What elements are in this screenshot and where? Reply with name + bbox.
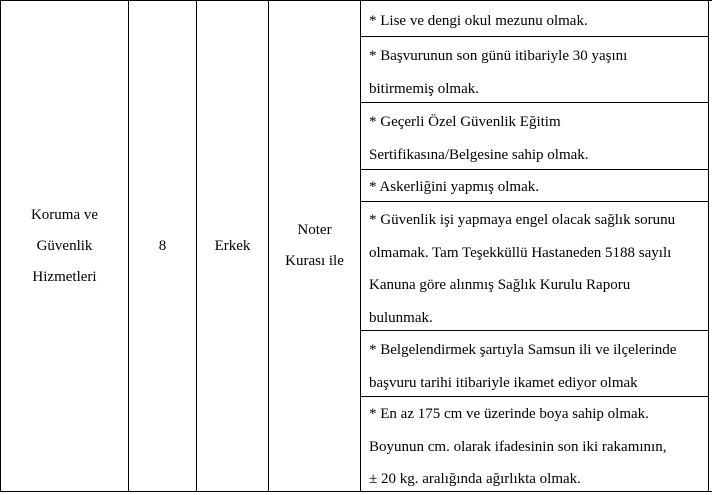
requirement-text-line: * Geçerli Özel Güvenlik Eğitim xyxy=(369,114,561,130)
requirement-text-line: ± 20 kg. aralığında ağırlıkta olmak. xyxy=(369,471,581,487)
selection-method-line: Kurası ile xyxy=(285,253,344,269)
requirement-item xyxy=(361,334,707,399)
requirement-text-line: * Lise ve dengi okul mezunu olmak. xyxy=(369,13,588,29)
count-cell xyxy=(129,1,196,491)
service-name-cell xyxy=(1,1,128,491)
requirement-text-line: Kanuna göre alınmış Sağlık Kurulu Raporu xyxy=(369,277,631,293)
gender-value: Erkek xyxy=(214,237,251,254)
selection-method-line: Noter xyxy=(297,222,332,238)
requirement-text-line: * Askerliğini yapmış olmak. xyxy=(369,179,539,195)
service-name-line: Hizmetleri xyxy=(32,268,97,285)
requirement-text-line: başvuru tarihi itibariyle ikamet ediyor olmak xyxy=(369,374,638,391)
requirement-item xyxy=(361,171,707,204)
requirement-text-line: Sertifikasına/Belgesine sahip olmak. xyxy=(369,146,589,163)
service-name-line: Koruma ve xyxy=(30,206,99,223)
requirement-text-line: Boyunun cm. olarak ifadesinin son iki rakamının, xyxy=(369,438,667,455)
requirement-item xyxy=(361,40,707,105)
requirement-item xyxy=(361,398,707,495)
requirement-text-line: * Belgelendirmek şartıyla Samsun ili ve ilçelerinde xyxy=(369,342,677,358)
requirement-text-line: * Güvenlik işi yapmaya engel olacak sağlık sorunu xyxy=(369,212,676,228)
requirement-text-line: * En az 175 cm ve üzerinde boya sahip olmak. xyxy=(369,406,649,422)
gender-cell xyxy=(197,1,268,491)
personnel-count: 8 xyxy=(158,237,167,254)
selection-method-cell xyxy=(269,1,360,491)
requirement-text-line: bulunmak. xyxy=(369,309,433,326)
requirement-item xyxy=(361,204,707,334)
column-border-right xyxy=(708,0,709,492)
requirement-item xyxy=(361,5,707,38)
requirement-text-line: olmamak. Tam Teşekküllü Hastaneden 5188 sayılı xyxy=(369,244,672,261)
requirement-text-line: * Başvurunun son günü itibariyle 30 yaşını xyxy=(369,48,628,64)
requirement-text-line: bitirmemiş olmak. xyxy=(369,80,479,97)
requirement-item xyxy=(361,106,707,171)
service-name-line: Güvenlik xyxy=(36,237,93,254)
